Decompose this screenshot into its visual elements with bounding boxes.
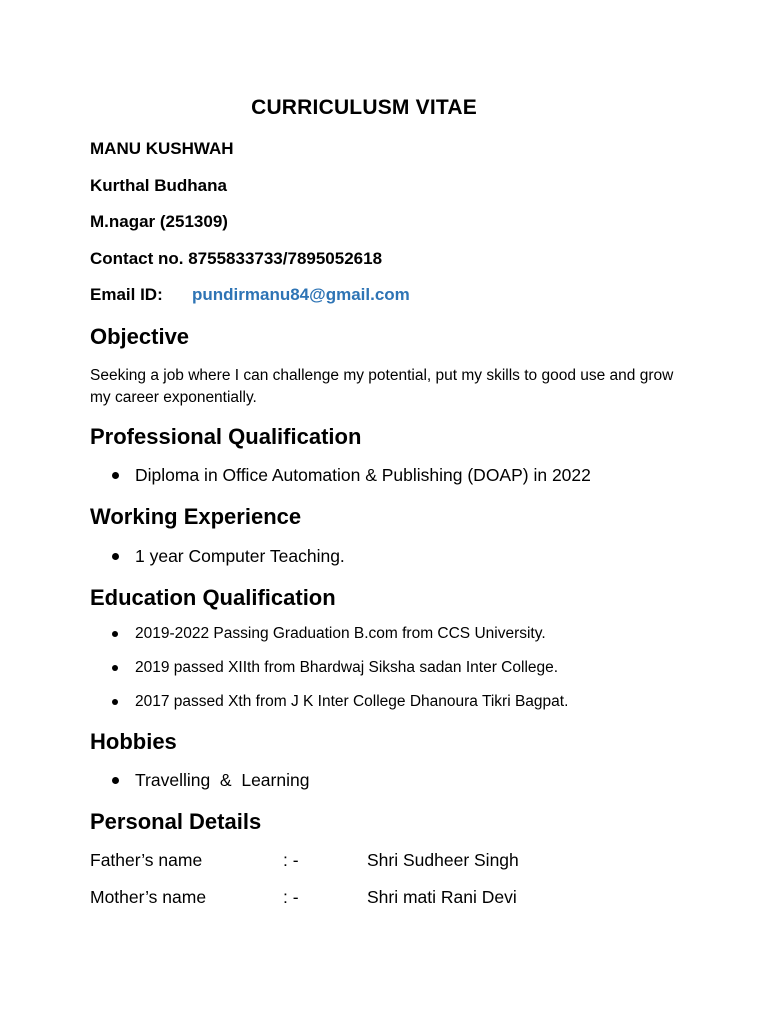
list-item [112,770,309,791]
education-item: 2019 passed XIIth from Bhardwaj Siksha sadan Inter College. [135,659,559,676]
list-item [112,659,558,677]
personal-details-heading: Personal Details [90,809,262,834]
working-experience-item: 1 year Computer Teaching. [135,546,345,566]
email-label: Email ID: [90,285,163,304]
address-line-1: Kurthal Budhana [90,176,227,195]
list-item [112,625,546,643]
document-title: CURRICULUSM VITAE [251,96,477,119]
hobby-item: Travelling & Learning [135,770,310,790]
detail-separator: : - [283,887,299,907]
email-row [90,285,410,305]
bullet-icon [112,777,119,784]
bullet-icon [112,699,118,705]
list-item [112,546,345,567]
contact-number: Contact no. 8755833733/7895052618 [90,249,383,268]
address-line-2: M.nagar (251309) [90,212,228,231]
candidate-name: MANU KUSHWAH [90,139,234,158]
education-item: 2019-2022 Passing Graduation B.com from CCS University. [135,625,546,642]
detail-label: Mother’s name [90,887,207,907]
detail-value: Shri mati Rani Devi [367,887,517,907]
detail-separator: : - [283,850,299,870]
hobbies-heading: Hobbies [90,729,177,754]
list-item [112,465,591,486]
detail-value: Shri Sudheer Singh [367,850,519,870]
professional-qualification-heading: Professional Qualification [90,424,362,449]
bullet-icon [112,665,118,671]
bullet-icon [112,631,118,637]
education-qualification-heading: Education Qualification [90,585,336,610]
list-item [112,693,568,711]
bullet-icon [112,553,119,560]
education-item: 2017 passed Xth from J K Inter College Dhanoura Tikri Bagpat. [135,693,569,710]
professional-qualification-item: Diploma in Office Automation & Publishing (DOAP) in 2022 [135,465,591,485]
objective-text: Seeking a job where I can challenge my potential, put my skills to good use and grow my career exponentially. [90,367,674,406]
bullet-icon [112,472,119,479]
objective-heading: Objective [90,324,190,349]
working-experience-heading: Working Experience [90,504,302,529]
email-link[interactable]: pundirmanu84@gmail.com [192,285,410,304]
detail-label: Father’s name [90,850,203,870]
